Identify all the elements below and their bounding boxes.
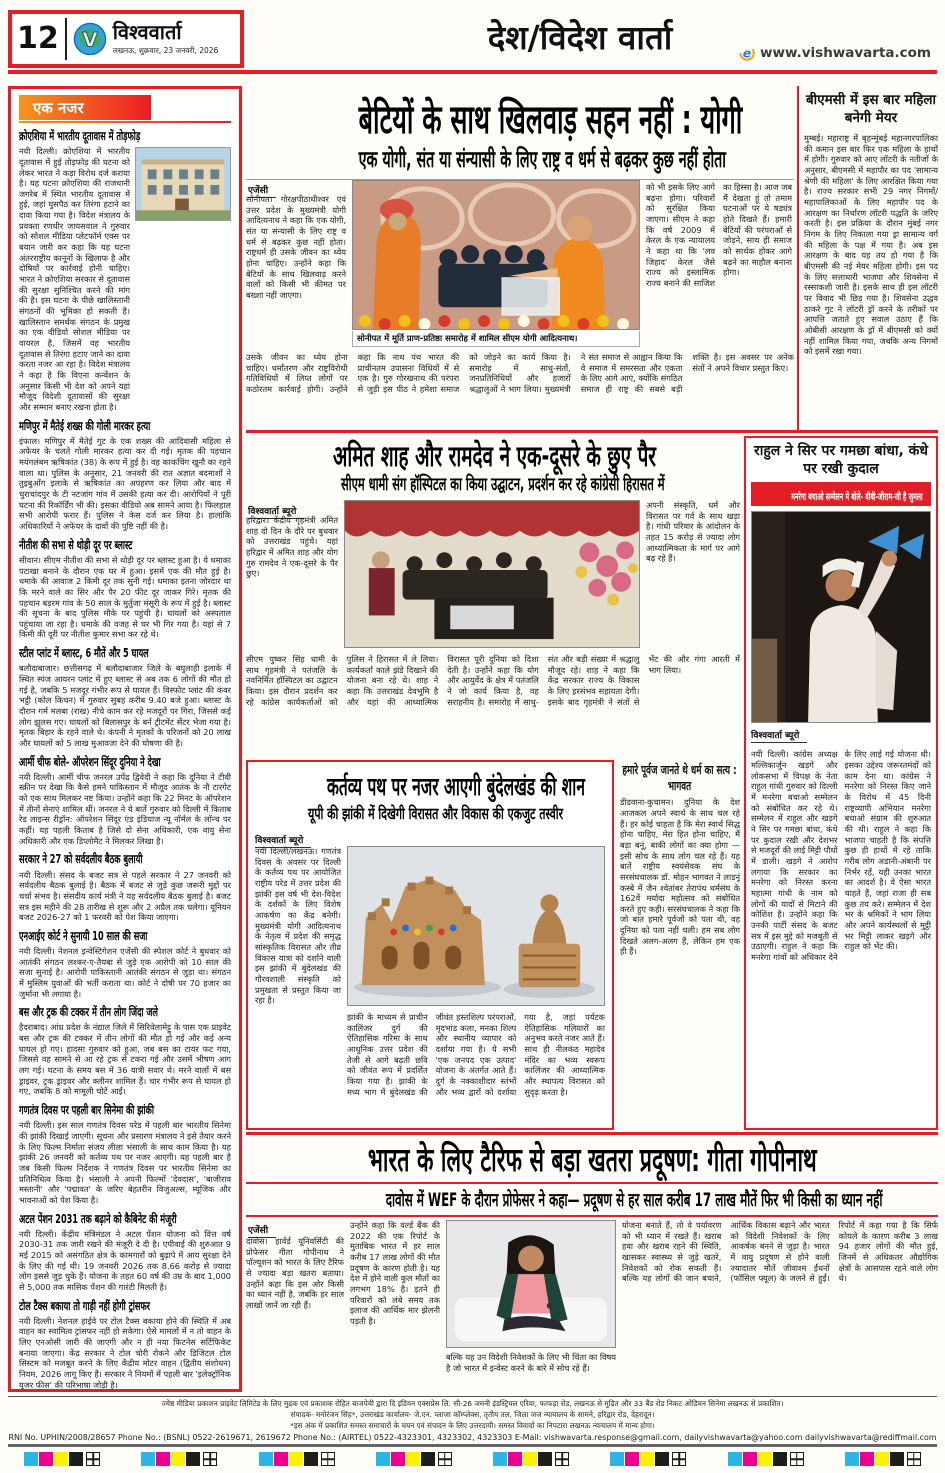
cmyk-color-bar bbox=[493, 1452, 569, 1466]
news-body: नयी दिल्ली। आर्मी चीफ जनरल उपेंद्र द्विवेदी ने कहा कि दुनिया ने टीवी स्क्रीन पर देखा कि कैसे हमने पाकिस्तान में मौजूद आतंक के नौ टारगेट को एक साथ मिलकर नष्ट किया। उन्होंने कहा कि 22 मिनट के ऑपरेशन में तीनों सेनाएं शामिल थीं। जनरल ने ये बातें गुरुवार को दिल्ली में किताब रेड लाइन्स रीड्रॉन: ऑपरेशन सिंदूर एंड इंडियाज न्यू नॉर्मल के लॉन्च पर कहीं। यह पहली किताब है जिसे दो सेना अधिकारी, एक वायु सेना अधिकारी और एक डिप्लोमैट ने मिलकर लिखा है। bbox=[19, 771, 231, 846]
registration-mark-icon bbox=[438, 1452, 452, 1466]
news-item bbox=[19, 1006, 231, 1097]
shah-body-bottom: सीएम पुष्कर सिंह धामी के साथ गृहमंत्री ने पतंजलि के नवनिर्मित हॉस्पिटल का उद्घाटन किया। इस दौरान प्रदर्शन कर रहे कांग्रेस कार्यकर्ताओं को पुलिस ने हिरासत में ले लिया। कार्यकर्ता काले झंडे दिखाने की योजना बना रहे थे। शाह ने कहा कि उत्तराखंड देवभूमि है और यहां की आध्यात्मिक विरासत पूरी दुनिया को दिशा देती है। उन्होंने कहा कि योग और आयुर्वेद के क्षेत्र में पतंजलि ने जो कार्य किया है, वह सराहनीय है। समारोह में साधु-संत और बड़ी संख्या में श्रद्धालु मौजूद रहे। शाह ने कहा कि केंद्र सरकार राज्य के विकास के लिए हरसंभव सहायता देगी। इसके बाद गृहमंत्री ने संतों से भेंट की और गंगा आरती में भाग लिया। bbox=[246, 654, 740, 707]
news-item bbox=[19, 1104, 231, 1205]
paper-title-block bbox=[113, 22, 219, 56]
lead-body-bottom: उसके जीवन का ध्येय होना चाहिए। धर्मांतरण और राष्ट्रविरोधी गतिविधियों में लिप्त लोगों पर कठोरतम कार्रवाई होगी। उन्होंने कहा कि नाथ पंथ भारत की प्राचीनतम उपासना विधियों में से एक है। गुरु गोरखनाथ की परंपरा से जुड़ी इस पीठ ने हमेशा समाज को जोड़ने का कार्य किया है। समारोह में साधु-संतों, जनप्रतिनिधियों और हजारों श्रद्धालुओं ने भाग लिया। मुख्यमंत्री ने संत समाज से आह्वान किया कि वे समाज में समरसता और एकता के लिए आगे आएं, क्योंकि संगठित समाज ही राष्ट्र की सबसे बड़ी शक्ति है। इस अवसर पर अनेक संतों ने अपने विचार प्रस्तुत किए। bbox=[246, 352, 794, 394]
bundelkhand-article bbox=[246, 760, 614, 1130]
section-rule bbox=[246, 1132, 938, 1135]
news-headline: सरकार ने 27 को सर्वदलीय बैठक बुलायी bbox=[19, 852, 143, 867]
cmyk-color-bar bbox=[610, 1452, 686, 1466]
lead-headline: बेटियों के साथ खिलवाड़ सहन नहीं : योगी bbox=[358, 97, 743, 143]
registration-mark-icon bbox=[907, 1452, 921, 1466]
gita-gopinath-photo bbox=[446, 1220, 616, 1348]
news-body: हैदराबाद। आंध्र प्रदेश के नंद्याल जिले में सिरिवेलामेट्टु के पास एक प्राइवेट बस और ट्रक की टक्कर में तीन लोगों की मौत हो गई और कई अन्य घायल हो गए। हादसा गुरुवार को हुआ, जब बस का टायर फट गया, जिससे वह सामने से आ रहे ट्रक से टकरा गई और उसमें भीषण आग लग गई। घटना के समय बस में 36 यात्री सवार थे। मरने वालों में बस ड्राइवर, ट्रक ड्राइवर और क्लीनर शामिल हैं। चार गंभीर रूप से घायल हो गए, जबकि 8 को मामूली चोटें आईं। bbox=[19, 1022, 231, 1097]
registration-mark-icon bbox=[672, 1452, 686, 1466]
registration-mark-icon bbox=[790, 1452, 804, 1466]
gopinath-byline: एजेंसी bbox=[248, 1218, 276, 1238]
tableau-model-photo bbox=[347, 846, 605, 1006]
news-body: नयी दिल्ली। केंद्रीय मंत्रिमंडल ने अटल पेंशन योजना को वित्त वर्ष 2030-31 तक जारी रखने की मंजूरी दे दी है। एपीवाई की शुरुआत 9 मई 2015 को असंगठित क्षेत्र के कामगारों को बुढ़ापे में आय सुरक्षा देने के लिए की गई थी। 19 जनवरी 2026 तक 8.66 करोड़ से ज्यादा लोग इससे जुड़ चुके हैं। योजना के तहत 60 वर्ष की उम्र के बाद 1,000 से 5,000 तक मासिक पेंशन की गारंटी मिलती है। bbox=[19, 1228, 231, 1292]
news-body: नयी दिल्ली। नेशनल इन्वेस्टिगेशन एजेंसी की स्पेशल कोर्ट ने बुधवार को आतंकी संगठन लश्कर-ए-तैयबा से जुड़े एक आरोपी को 10 साल की सजा सुनाई है। आरोपी पाकिस्तानी आतंकी संगठन से जुड़ा था। संगठन में मुस्लिम युवाओं की भर्ती कराता था। कोर्ट ने दोषी पर 70 हजार का जुर्माना भी लगाया है। bbox=[19, 946, 231, 999]
news-body: सीवान। सीएम नीतीश की सभा से थोड़ी दूर पर ब्लास्ट हुआ है। ये धमाका पटाखा बनाने के दौरान एक घर में हुआ। इसमें एक की मौत हुई है। धमाके की आवाज 2 किमी दूर तक सुनी गई। धमाका इतना जोरदार था कि मरने वाले का सिर और पैर 20 फीट दूर जाकर गिरे। मृतक की पहचान बड़रम गांव के 50 साल के मुर्तुजा मंसूरी के रूप में हुई है। ब्लास्ट की सूचना के बाद पुलिस मौके पर पहुंची है। घायलों को अस्पताल पहुंचाया जा रहा है। धमाके की वजह से घर भी गिर गया है। यहां से 7 किमी की दूरी पर नीतीश कुमार सभा कर रहे थे। bbox=[19, 554, 231, 640]
news-item bbox=[19, 420, 231, 532]
rahul-article bbox=[744, 436, 938, 1130]
cmyk-color-bar bbox=[24, 1452, 100, 1466]
imprint-line: ज्येष्ठ मीडिया प्रकाशन प्राइवेट लिमिटेड के लिए मुद्रक एवं प्रकाशक रोहित बाजपेयी द्वारा दि इंडियन एक्सप्रेस लि. सी-26 जमनी इंडस्ट्रियल एरिया, फाफड़ा रोड, लखनऊ से मुद्रित और 33 बैंड रोड निकट ओडियन सिनेमा लखनऊ से प्रकाशित। bbox=[161, 1399, 784, 1408]
bundelkhand-body-left: नयी दिल्ली/लखनऊ। गणतंत्र दिवस के अवसर पर दिल्ली के कर्तव्य पथ पर आयोजित राष्ट्रीय परेड में उत्तर प्रदेश की झांकी इस वर्ष भी देश-विदेश के दर्शकों के लिए विशेष आकर्षण का केंद्र बनेगी। मुख्यमंत्री योगी आदित्यनाथ के नेतृत्व में प्रदेश की समृद्ध सांस्कृतिक विरासत और तीव्र विकास यात्रा को दर्शाने वाली इस झांकी में बुंदेलखंड की गौरवशाली संस्कृति को प्रमुखता से प्रस्तुत किया जा रहा है। bbox=[255, 846, 341, 1006]
bhagwat-headline: हमारे पूर्वज जानते थे धर्म का सत्य : भागवत bbox=[622, 762, 737, 793]
imprint-line: संपादक- मनोरंजन सिंह*, उत्तराखंड कार्यालय- जे.एन. प्लाजा कॉम्प्लेक्स, तृतीय तल, जिला जज न्यायालय के सामने, हरिद्वार रोड, देहरादून। bbox=[290, 1409, 655, 1419]
bhagwat-body: डीडवाना-कुचामन। दुनिया के देश आजकल अपने स्वार्थ के साथ चल रहे हैं। हर कोई चाहता है कि मेरा स्वार्थ सिद्ध होना चाहिए, मेरा हित होना चाहिए, मैं बड़ा बनूं, बाकी लोगों का क्या होगा — इसी सोच के साथ लोग चल रहे हैं। यह बातें राष्ट्रीय स्वयंसेवक संघ के सरसंघचालक डॉ. मोहन भागवत ने लाडनूं कस्बे में जैन श्वेतांबर तेरापंथ धर्मसंघ के 162वें मर्यादा महोत्सव को संबोधित करते हुए कही। सरसंघचालक ने कहा कि जो बात हमारे पूर्वजों को पता थी, वह दुनिया को पता नहीं चली। हम सब लोग दिखते अलग-अलग हैं, लेकिन हम एक ही हैं। bbox=[620, 797, 740, 957]
embassy-building-photo bbox=[135, 147, 231, 221]
photo-caption: सोनीपत में मूर्ति प्राण-प्रतिष्ठा समारोह में शामिल सीएम योगी आदित्यनाथ। bbox=[352, 331, 640, 347]
bmc-body: मुम्बई। महाराष्ट्र में बृहन्मुंबई महानगरपालिका की कमान इस बार फिर एक महिला के हाथों में होगी। गुरुवार को आए लॉटरी के नतीजों के अनुसार, बीएमसी में महापौर का पद 'सामान्य श्रेणी की महिला' के लिए आरक्षित किया गया है। राज्य सरकार सभी 29 नगर निगमों/महापालिकाओं के लिए महापौर पद के आरक्षण का निर्धारण लॉटरी पद्धति के जरिए करती है। इस प्रक्रिया के दौरान मुंबई नगर निगम के लिए निकाला गया ड्रा सामान्य वर्ग की महिला के पक्ष में गया है। अब इस आरक्षण के बाद यह तय हो गया है कि बीएमसी की नई मेयर महिला होगी। इस पद के लिए सत्ताधारी भाजपा और शिवसेना में रस्साकशी जारी है। इसके साथ ही इस लॉटरी पर विवाद भी छिड़ गया है। शिवसेना उद्धव ठाकरे गुट ने लॉटरी ड्रॉ करने के तरीकों पर आपत्ति जताते हुए सवाल उठाए हैं कि ओबीसी आरक्षण के ड्रॉ में बीएमसी को क्यों नहीं शामिल किया गया, जबकि अन्य निगमों को इसमें रखा गया। bbox=[804, 133, 938, 357]
cmyk-color-bar bbox=[376, 1452, 452, 1466]
footer-rule-thick bbox=[8, 1444, 937, 1447]
bundelkhand-headline: कर्तव्य पथ पर नजर आएगी बुंदेलखंड की शान bbox=[327, 772, 585, 801]
gopinath-headline: भारत के लिए टैरिफ से बड़ा खतरा प्रदूषण: गीता गोपीनाथ bbox=[367, 1140, 817, 1179]
news-body: इंफाल। मणिपुर में मैतेई गुट के एक शख्स की आदिवासी महिला से अफेयर के चलते गोली मारकर हत्या कर दी गई। मृतक की पहचान मयंगलंबम ऋषिकांत (38) के रूप में हुई है। वह काकचिंग खुनौ का रहने वाला था। पुलिस के अनुसार, 21 जनवरी की रात अज्ञात बदमाशों ने तुइबुओंग इलाके से ऋषिकांत का अपहरण कर लिया और बाद में चुराचांदपुर के टी नटजांग गांव में उसकी हत्या कर दी। आरोपियों ने पूरी घटना की रिकॉर्डिंग भी की। इसका वीडियो अब सामने आया है। फिलहाल सभी आरोपी फरार हैं। पुलिस ने केस दर्ज कर लिया है। हालांकि अधिकारियों ने अफेयर के दावों की पुष्टि नहीं की है। bbox=[19, 435, 231, 532]
news-item bbox=[19, 853, 231, 922]
masthead-divider bbox=[65, 18, 67, 60]
news-item bbox=[19, 130, 231, 413]
gopinath-body-under-photo: बल्कि यह उन विदेशी निवेशकों के लिए भी चिंता का विषय है जो भारत में इन्वेस्ट करने के बारे में सोच रहे हैं। bbox=[446, 1352, 616, 1373]
news-body: नयी दिल्ली। संसद के बजट सत्र से पहले सरकार ने 27 जनवरी को सर्वदलीय बैठक बुलाई है। बैठक में बजट से जुड़े कुछ जरूरी मुद्दों पर चर्चा संभव है। संसदीय कार्य मंत्री ने यह सर्वदलीय बैठक बुलाई है। बजट सत्र इस महीने की 28 तारीख से शुरू और 2 अप्रैल तक चलेगा। यूनियन बजट 2026-27 को 1 फरवरी को पेश किया जाएगा। bbox=[19, 869, 231, 923]
gopinath-body-col1: दावोस। हार्वर्ड यूनिवर्सिटी की प्रोफेसर गीता गोपीनाथ ने पॉल्यूशन को भारत के लिए टैरिफ से ज्यादा बड़ा खतरा बताया। उन्होंने कहा कि इस ओर किसी का ध्यान नहीं है, जबकि हर साल लाखों जानें जा रही हैं। bbox=[246, 1236, 344, 1310]
paper-name: विश्ववार्ता bbox=[112, 20, 182, 44]
shah-headline: अमित शाह और रामदेव ने एक-दूसरे के छुए पैर bbox=[332, 439, 657, 473]
news-headline: अटल पेंशन 2031 तक बढ़ाने को कैबिनेट की मंजूरी bbox=[19, 1211, 177, 1226]
ek-nazar-badge: एक नजर bbox=[19, 95, 151, 120]
imprint-contact-line: RNI No. UPHIN/2008/28657 Phone No.: (BSNL) 0522-2619671, 2619672 Phone No.: (AIRTEL) 0522-4323301, 4323302, 4323303 E-Mail: vishwavarta.response@gmail.com, dailyvishwavarta@yahoo.com dailyvishwavarta@rediffmail.com bbox=[8, 1432, 937, 1442]
rahul-headline: राहुल ने सिर पर गमछा बांधा, कंधे पर रखी कुदाल bbox=[753, 443, 929, 478]
news-item bbox=[19, 930, 231, 999]
section-title: देश/विदेश वार्ता bbox=[487, 18, 673, 57]
news-headline: गणतंत्र दिवस पर पहली बार सिनेमा की झांकी bbox=[19, 1103, 154, 1118]
imprint-line: *इस अंक में प्रकाशित समस्त समाचारों के चयन एवं संपादन के लिए उत्तरदायी। समस्त विवादों का निपटारा लखनऊ न्यायालय में मान्य होगा। bbox=[290, 1420, 655, 1430]
rahul-body: नयी दिल्ली। कांग्रेस अध्यक्ष मल्लिकार्जुन खड़गे और लोकसभा में विपक्ष के नेता राहुल गांधी गुरुवार को दिल्ली में मनरेगा बचाओ सम्मेलन को संबोधित कर रहे थे। सम्मेलन में राहुल और खड़गे ने सिर पर गमछा बांधा, कंधे पर कुदाल रखी और देशभर से मजदूरों की लाई मिट्टी पौधों में डाली। खड़गे ने आरोप लगाया कि सरकार का मनरेगा को निरस्त करना महात्मा गांधी के नाम को लोगों की यादों से मिटाने की कोशिश है। उन्होंने कहा कि उनकी पार्टी संसद के बजट सत्र में इस मुद्दे को मजबूती से उठाएगी। राहुल ने कहा कि मनरेगा गांवों को अधिकार देने के लिए लाई गई योजना थी। इसका उद्देश्य जरूरतमंदों को काम देना था। कांग्रेस ने मनरेगा को निरस्त किए जाने के विरोध में 45 दिनी राष्ट्रव्यापी अभियान मनरेगा बचाओ संग्राम की शुरुआत की थी। राहुल ने कहा कि भाजपा चाहती है कि संपत्ति कुछ ही हाथों में रहे ताकि गरीब लोग अडानी-अंबानी पर निर्भर रहें, यही उनका भारत का आदर्श है। वे ऐसा भारत चाहते हैं, जहां राजा ही सब कुछ तय करे। सम्मेलन में देश भर के श्रमिकों ने भाग लिया और अपने कार्यस्थलों से मुट्ठी भर मिट्टी लाकर खड़गे और राहुल को भेंट की। bbox=[751, 749, 931, 962]
print-registration-strip bbox=[8, 1452, 937, 1466]
news-headline: बस और ट्रक की टक्कर में तीन लोग जिंदा जले bbox=[19, 1005, 158, 1020]
news-item bbox=[19, 647, 231, 748]
shah-subhead: सीएम धामी संग हॉस्पिटल का किया उद्घाटन, प्रदर्शन कर रहे कांग्रेसी हिरासत में bbox=[341, 474, 665, 495]
news-item bbox=[19, 1213, 231, 1293]
cmyk-color-bar bbox=[259, 1452, 335, 1466]
yogi-event-photo bbox=[352, 180, 640, 330]
paper-dateline: लखनऊ, शुक्रवार, 23 जनवरी, 2026 bbox=[112, 46, 219, 55]
news-headline: एनआईए कोर्ट ने सुनायी 10 साल की सजा bbox=[19, 928, 148, 943]
registration-mark-icon bbox=[86, 1452, 100, 1466]
gopinath-body-right: योजना बनाते हैं, तो वे पर्यावरण को भी ध्यान में रखते हैं। खराब हवा और खराब रहने की स्थिति, खासकर स्वास्थ्य से जुड़े खतरे, निवेशकों को रोक सकती हैं। बल्कि यह लोगों की जान बचाने, आर्थिक विकास बढ़ाने और भारत को विदेशी निवेशकों के लिए आकर्षक बनने से जुड़ा है। भारत में वायु प्रदूषण से होने वाली ज्यादातर मौतें जीवाश्म ईंधनों (फॉसिल फ्यूल) के जलने से हुईं। रिपोर्ट में कहा गया है कि सिर्फ कोयले के कारण करीब 3 लाख 94 हजार लोगों की मौत हुई, जिनमें से अधिकतर औद्योगिक क्षेत्रों के आसपास रहने वाले लोग थे। bbox=[622, 1220, 938, 1284]
bmc-article bbox=[804, 92, 938, 428]
ek-nazar-rule bbox=[19, 121, 231, 123]
cmyk-color-bar bbox=[141, 1452, 217, 1466]
news-headline: नीतीश की सभा से थोड़ी दूर पर ब्लास्ट bbox=[19, 537, 133, 552]
lead-body-left: सोनीपत। गोरक्षपीठाधीश्वर एवं उत्तर प्रदेश के मुख्यमंत्री योगी आदित्यनाथ ने कहा कि एक योगी, संत या संन्यासी के लिए राष्ट्र व धर्म से बढ़कर कुछ नहीं होता। राष्ट्रधर्म ही उसके जीवन का ध्येय होना चाहिए। उन्होंने कहा कि बेटियों के साथ खिलवाड़ करने वालों को किसी भी कीमत पर बख्शा नहीं जाएगा। bbox=[246, 194, 346, 300]
gopinath-body-col2: उन्होंने कहा कि वर्ल्ड बैंक की 2022 की एक रिपोर्ट के मुताबिक भारत में हर साल करीब 17 लाख लोगों की मौत प्रदूषण के कारण होती है। यह देश में होने वाली कुल मौतों का लगभग 18% है। इतने ही परिवारों को लंबे समय तक इलाज की आर्थिक मार झेलनी पड़ती है। bbox=[350, 1220, 440, 1326]
svg-text:V: V bbox=[82, 28, 98, 52]
bmc-headline: बीएमसी में इस बार महिला बनेगी मेयर bbox=[805, 92, 937, 126]
gopinath-subhead: दावोस में WEF के दौरान प्रोफेसर ने कहा— प्रदूषण से हर साल करीब 17 लाख मौतें फिर भी किसी का ध्यान नहीं bbox=[246, 1182, 938, 1217]
shah-inauguration-photo bbox=[344, 500, 640, 648]
news-body: नयी दिल्ली। इस साल गणतंत्र दिवस परेड में पहली बार भारतीय सिनेमा की झांकी दिखाई जाएगी। सूचना और प्रसारण मंत्रालय ने इसे तैयार करने के लिए फिल्म निर्माता संजय लीला भंसाली के साथ काम किया है। यह झांकी 26 जनवरी को कर्तव्य पथ पर नजर आएगी। यह पहली बार है जब किसी फिल्म निर्देशक ने गणतंत्र दिवस पर भारतीय सिनेमा का प्रतिनिधित्व किया है। भंसाली ने अपनी फिल्मों 'देवदास', 'बाजीराव मस्तानी' और 'पद्मावत' के जरिए बेहतरीन विजुअल्स, म्यूजिक और भावनाओं को पेश किया है। bbox=[19, 1120, 231, 1205]
news-headline: क्रोएशिया में भारतीय दूतावास में तोड़फोड़ bbox=[19, 129, 141, 143]
news-body: नयी दिल्ली। क्रोएशिया में भारतीय दूतावास में हुई तोड़फोड़ की घटना को लेकर भारत ने कड़ा विरोध दर्ज कराया है। यह घटना क्रोएशिया की राजधानी जगरेब में स्थित भारतीय दूतावास में हुई, जहां घुसपैठ कर तिरंगा हटाने का दावा किया गया है। विदेश मंत्रालय के प्रवक्ता रणधीर जायसवाल ने गुरुवार को सोशल मीडिया प्लेटफॉर्म एक्स पर बयान जारी कर कहा कि यह घटना अंतरराष्ट्रीय कानूनों के खिलाफ है और दोषियों पर कार्रवाई होनी चाहिए। भारत ने क्रोएशिया सरकार से दूतावास की सुरक्षा सुनिश्चित करने की मांग की है। इस घटना के पीछे खालिस्तानी संगठनों की भूमिका हो सकती है। खालिस्तान समर्थक संगठन के प्रमुख का एक वीडियो सोशल मीडिया पर वायरल है, जिसमें वह भारतीय दूतावास से तिरंगा हटाए जाने का दावा करता नजर आ रहा है। विदेश मंत्रालय ने कहा है कि विएना कन्वेंशन के अनुसार किसी भी देश को अपने यहां मौजूद विदेशी दूतावासों की सुरक्षा और सम्मान बनाए रखना होता है। bbox=[19, 146, 130, 412]
cmyk-color-bar bbox=[728, 1452, 804, 1466]
news-item bbox=[19, 539, 231, 640]
news-item bbox=[19, 1300, 231, 1391]
rahul-byline: विश्ववार्ता ब्यूरो bbox=[751, 723, 931, 745]
masthead bbox=[8, 10, 244, 68]
shah-body-left: हरिद्वार। केंद्रीय गृहमंत्री अमित शाह दो दिन के दौरे पर बुधवार को उत्तराखंड पहुंचे। यहां हरिद्वार में अमित शाह और योग गुरु रामदेव ने एक-दूसरे के पैर छुए। bbox=[246, 515, 338, 579]
ie-browser-icon bbox=[738, 44, 756, 62]
registration-mark-icon bbox=[321, 1452, 335, 1466]
footer-rule bbox=[8, 1396, 937, 1397]
shah-byline: विश्ववार्ता ब्यूरो bbox=[248, 499, 304, 519]
registration-mark-icon bbox=[203, 1452, 217, 1466]
news-body: बलौदाबाजार। छत्तीसगढ़ में बलौदाबाजार जिले के बघुलाही इलाके में स्थित स्पंज आयरन प्लांट में हुए ब्लास्ट से अब तक 6 लोगों की मौत हो गई है, जबकि 5 मजदूर गंभीर रूप से घायल हैं। विस्फोट प्लांट की कंवर भट्ठी (कोल किचन) में गुरुवार सुबह करीब 9.40 बजे हुआ। ब्लास्ट के दौरान गर्म मलबा (राख) नीचे काम कर रहे मजदूरों पर गिरा, जिससे कई लोग झुलस गए। घायलों को बिलासपुर के बर्न ट्रीटमेंट सेंटर भेजा गया है। मृतक बिहार के रहने वाले थे। कंपनी ने मृतकों के परिजनों को 20 लाख और घायलों को 5 लाख मुआवजा देने की घोषणा की है। bbox=[19, 663, 231, 748]
news-headline: स्टील प्लांट में ब्लास्ट, 6 मौतें और 5 घायल bbox=[19, 646, 149, 661]
news-headline: आर्मी चीफ बोले- ऑपरेशन सिंदूर दुनिया ने देखा bbox=[19, 754, 161, 769]
website-link bbox=[738, 44, 931, 62]
bundelkhand-body-bottom: झांकी के माध्यम से प्राचीन कालिंजर दुर्ग की ऐतिहासिक गरिमा के साथ आधुनिक उत्तर प्रदेश की तेजी से आगे बढ़ती छवि को जीवंत रूप में प्रदर्शित किया गया है। झांकी के मध्य भाग में बुंदेलखंड की जीवंत हस्तशिल्प परंपराओं, मृदभांड कला, मनका शिल्प और स्थानीय व्यापार को दर्शाया गया है। ये सभी 'एक जनपद एक उत्पाद' योजना के अंतर्गत आते हैं। दुर्ग के नक्काशीदार स्तंभों और भव्य द्वारों को दर्शाया गया है, जहां पर्यटक ऐतिहासिक गलियारों का अनुभव करते नजर आते हैं। साथ ही नीलकंठ महादेव मंदिर का भव्य स्वरूप कालिंजर की आध्यात्मिक और स्थापत्य विरासत को सुदृढ़ करता है। bbox=[347, 1012, 605, 1097]
rahul-gandhi-photo bbox=[751, 511, 931, 723]
ek-nazar-column bbox=[8, 86, 242, 1392]
cmyk-color-bar bbox=[845, 1452, 921, 1466]
imprint-footer bbox=[8, 1399, 937, 1444]
column-rule bbox=[797, 86, 799, 430]
lead-subhead: एक योगी, संत या संन्यासी के लिए राष्ट्र व धर्म से बढ़कर कुछ नहीं होता bbox=[246, 142, 794, 180]
bundelkhand-byline: विश्ववार्ता ब्यूरो bbox=[255, 828, 311, 848]
shah-body-right: अपनी संस्कृति, धर्म और विरासत पर गर्व के साथ खड़ा है। गांधी परिवार के आंदोलन के तहत 15 करोड़ से ज्यादा लोग आध्यात्मिकता के मार्ग पर आगे बढ़ रहे हैं। bbox=[646, 500, 740, 564]
registration-mark-icon bbox=[555, 1452, 569, 1466]
news-headline: टोल टैक्स बकाया तो गाड़ी नहीं होगी ट्रांसफर bbox=[19, 1298, 151, 1313]
bundelkhand-subhead: यूपी की झांकी में दिखेगी विरासत और विकास की एकजुट तस्वीर bbox=[308, 804, 564, 823]
news-body: नयी दिल्ली। नेशनल हाईवे पर टोल टैक्स बकाया होने की स्थिति में अब वाहन का स्वामित्व ट्रांसफर नहीं हो सकेगा। ऐसे मामलों में न तो वाहन के लिए एनओसी जारी की जाएगी और न ही नया फिटनेस सर्टिफिकेट बनाया जाएगा। केंद्र सरकार ने टोल चोरी रोकने और डिजिटल टोल सिस्टम को मजबूत करने के लिए केंद्रीय मोटर वाहन (द्वितीय संशोधन) नियम, 2026 लागू किए हैं। सरकार ने नियमों में पहली बार 'इलेक्ट्रॉनिक यूजर फीस' की परिभाषा जोड़ी है। bbox=[19, 1315, 231, 1390]
section-rule bbox=[246, 430, 938, 433]
news-headline: मणिपुर में मैतेई शख्स की गोली मारकर हत्या bbox=[19, 418, 151, 433]
globe-v-logo-icon bbox=[73, 22, 107, 56]
website-url: www.vishwavarta.com bbox=[760, 45, 931, 61]
news-item bbox=[19, 756, 231, 847]
bhagwat-article bbox=[620, 762, 740, 1128]
rahul-kicker-banner: मनरेगा बचाओ सम्मेलन में बोले- वीबी-जीराम-जी है जुमला bbox=[751, 482, 931, 506]
masthead-rule bbox=[8, 70, 937, 74]
svg-text:e: e bbox=[742, 45, 752, 61]
lead-byline: एजेंसी bbox=[248, 178, 276, 198]
lead-body-right: को भी इसके लिए आगे बढ़ना होगा। परिवारों को सुरक्षित किया जाएगा। सीएम ने कहा कि वर्ष 2009 में केरल के एक न्यायालय ने कहा था कि 'लव जिहाद' केरल जैसे राज्य को इस्लामिक राज्य बनाने की साजिश का हिस्सा है। आज जब मैं देखता हूं तो तमाम घटनाओं पर ये षड्यंत्र होते दिखते हैं। हमारी बेटियों की परंपराओं से जोड़ने, साथ ही समाज को सार्थक होकर आगे बढ़ने का माहौल बनाना होगा। bbox=[646, 182, 792, 288]
page-number: 12 bbox=[17, 21, 59, 56]
